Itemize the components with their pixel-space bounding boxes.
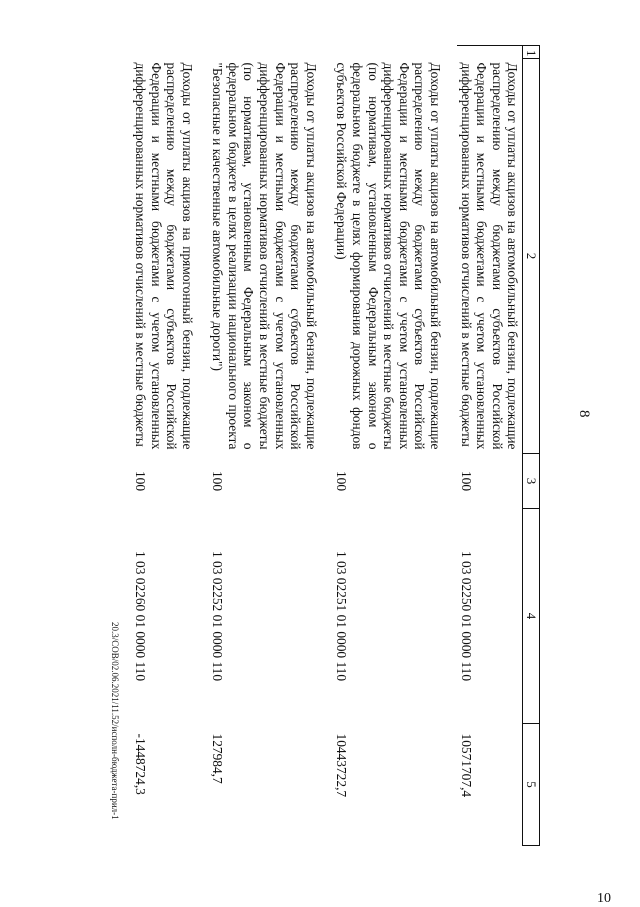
row-description: Доходы от уплаты акцизов на автомобильный бензин, подлежащие распределению между бюджетами субъектов Российской Федерации и местными бюджетами с учетом установленных дифференцированных нормативов отчислений в местные бюджеты (по нормативам, установленным Федеральным законом о федеральном бюджете в целях формирования дорожных фондов субъектов Российской Федерации): [334, 62, 444, 450]
header-col-5: 5: [523, 724, 540, 846]
row-marker-cell: [209, 46, 333, 59]
row-admin-code: 100: [210, 470, 226, 492]
page-number: 8: [576, 410, 592, 418]
table-row: [457, 46, 523, 846]
footer-code: 20.3/СОВ/02.06.2021/11.52/исполн-бюджета-прил-1: [110, 622, 120, 820]
rotated-page: [80, 10, 640, 890]
row-admin-code: 100: [458, 470, 474, 492]
row-description: Доходы от уплаты акцизов на автомобильный бензин, подлежащие распределению между бюджетами субъектов Российской Федерации и местными бюджетами с учетом установленных дифференцированных нормативов отчислений в местные бюджеты: [458, 62, 521, 450]
table-row: [333, 46, 457, 846]
sheet-number: 10: [597, 891, 611, 906]
row-description: Доходы от уплаты акцизов на автомобильный бензин, подлежащие распределению между бюджетами субъектов Российской Федерации и местными бюджетами с учетом установленных дифференцированных нормативов отчислений в местные бюджеты (по нормативам, установленным Федеральным законом о федеральном бюджете в целях реализации национального проекта "Безопасные и качественные автомобильные дороги"): [210, 62, 319, 450]
header-col-1: 1: [523, 46, 540, 59]
row-admin-code: 100: [334, 470, 350, 492]
row-kbk: 1 03 02251 01 0000 110: [334, 550, 350, 682]
row-amount: 127984,7: [210, 733, 226, 784]
table-header-row: [523, 46, 540, 846]
row-kbk: 1 03 02260 01 0000 110: [132, 550, 148, 682]
header-col-2: 2: [523, 59, 540, 454]
row-admin-code: 100: [132, 470, 148, 492]
table-row: [209, 46, 333, 846]
row-description: Доходы от уплаты акцизов на прямогонный бензин, подлежащие распределению между бюджетами субъектов Российской Федерации и местными бюджетами с учетом установленных дифференцированных нормативов отчислений в местные бюджеты: [132, 62, 195, 450]
row-kbk: 1 03 02252 01 0000 110: [210, 550, 226, 682]
row-amount: 10571707,4: [458, 733, 474, 798]
row-marker-cell: [131, 46, 208, 59]
row-marker-cell: [457, 46, 523, 59]
row-marker-cell: [333, 46, 457, 59]
row-amount: -1448724,3: [132, 733, 148, 795]
header-col-3: 3: [523, 454, 540, 509]
header-col-4: 4: [523, 509, 540, 724]
revenue-table: [131, 45, 540, 846]
row-kbk: 1 03 02250 01 0000 110: [458, 550, 474, 682]
row-amount: 10443722,7: [334, 733, 350, 798]
table-row: [131, 46, 208, 846]
